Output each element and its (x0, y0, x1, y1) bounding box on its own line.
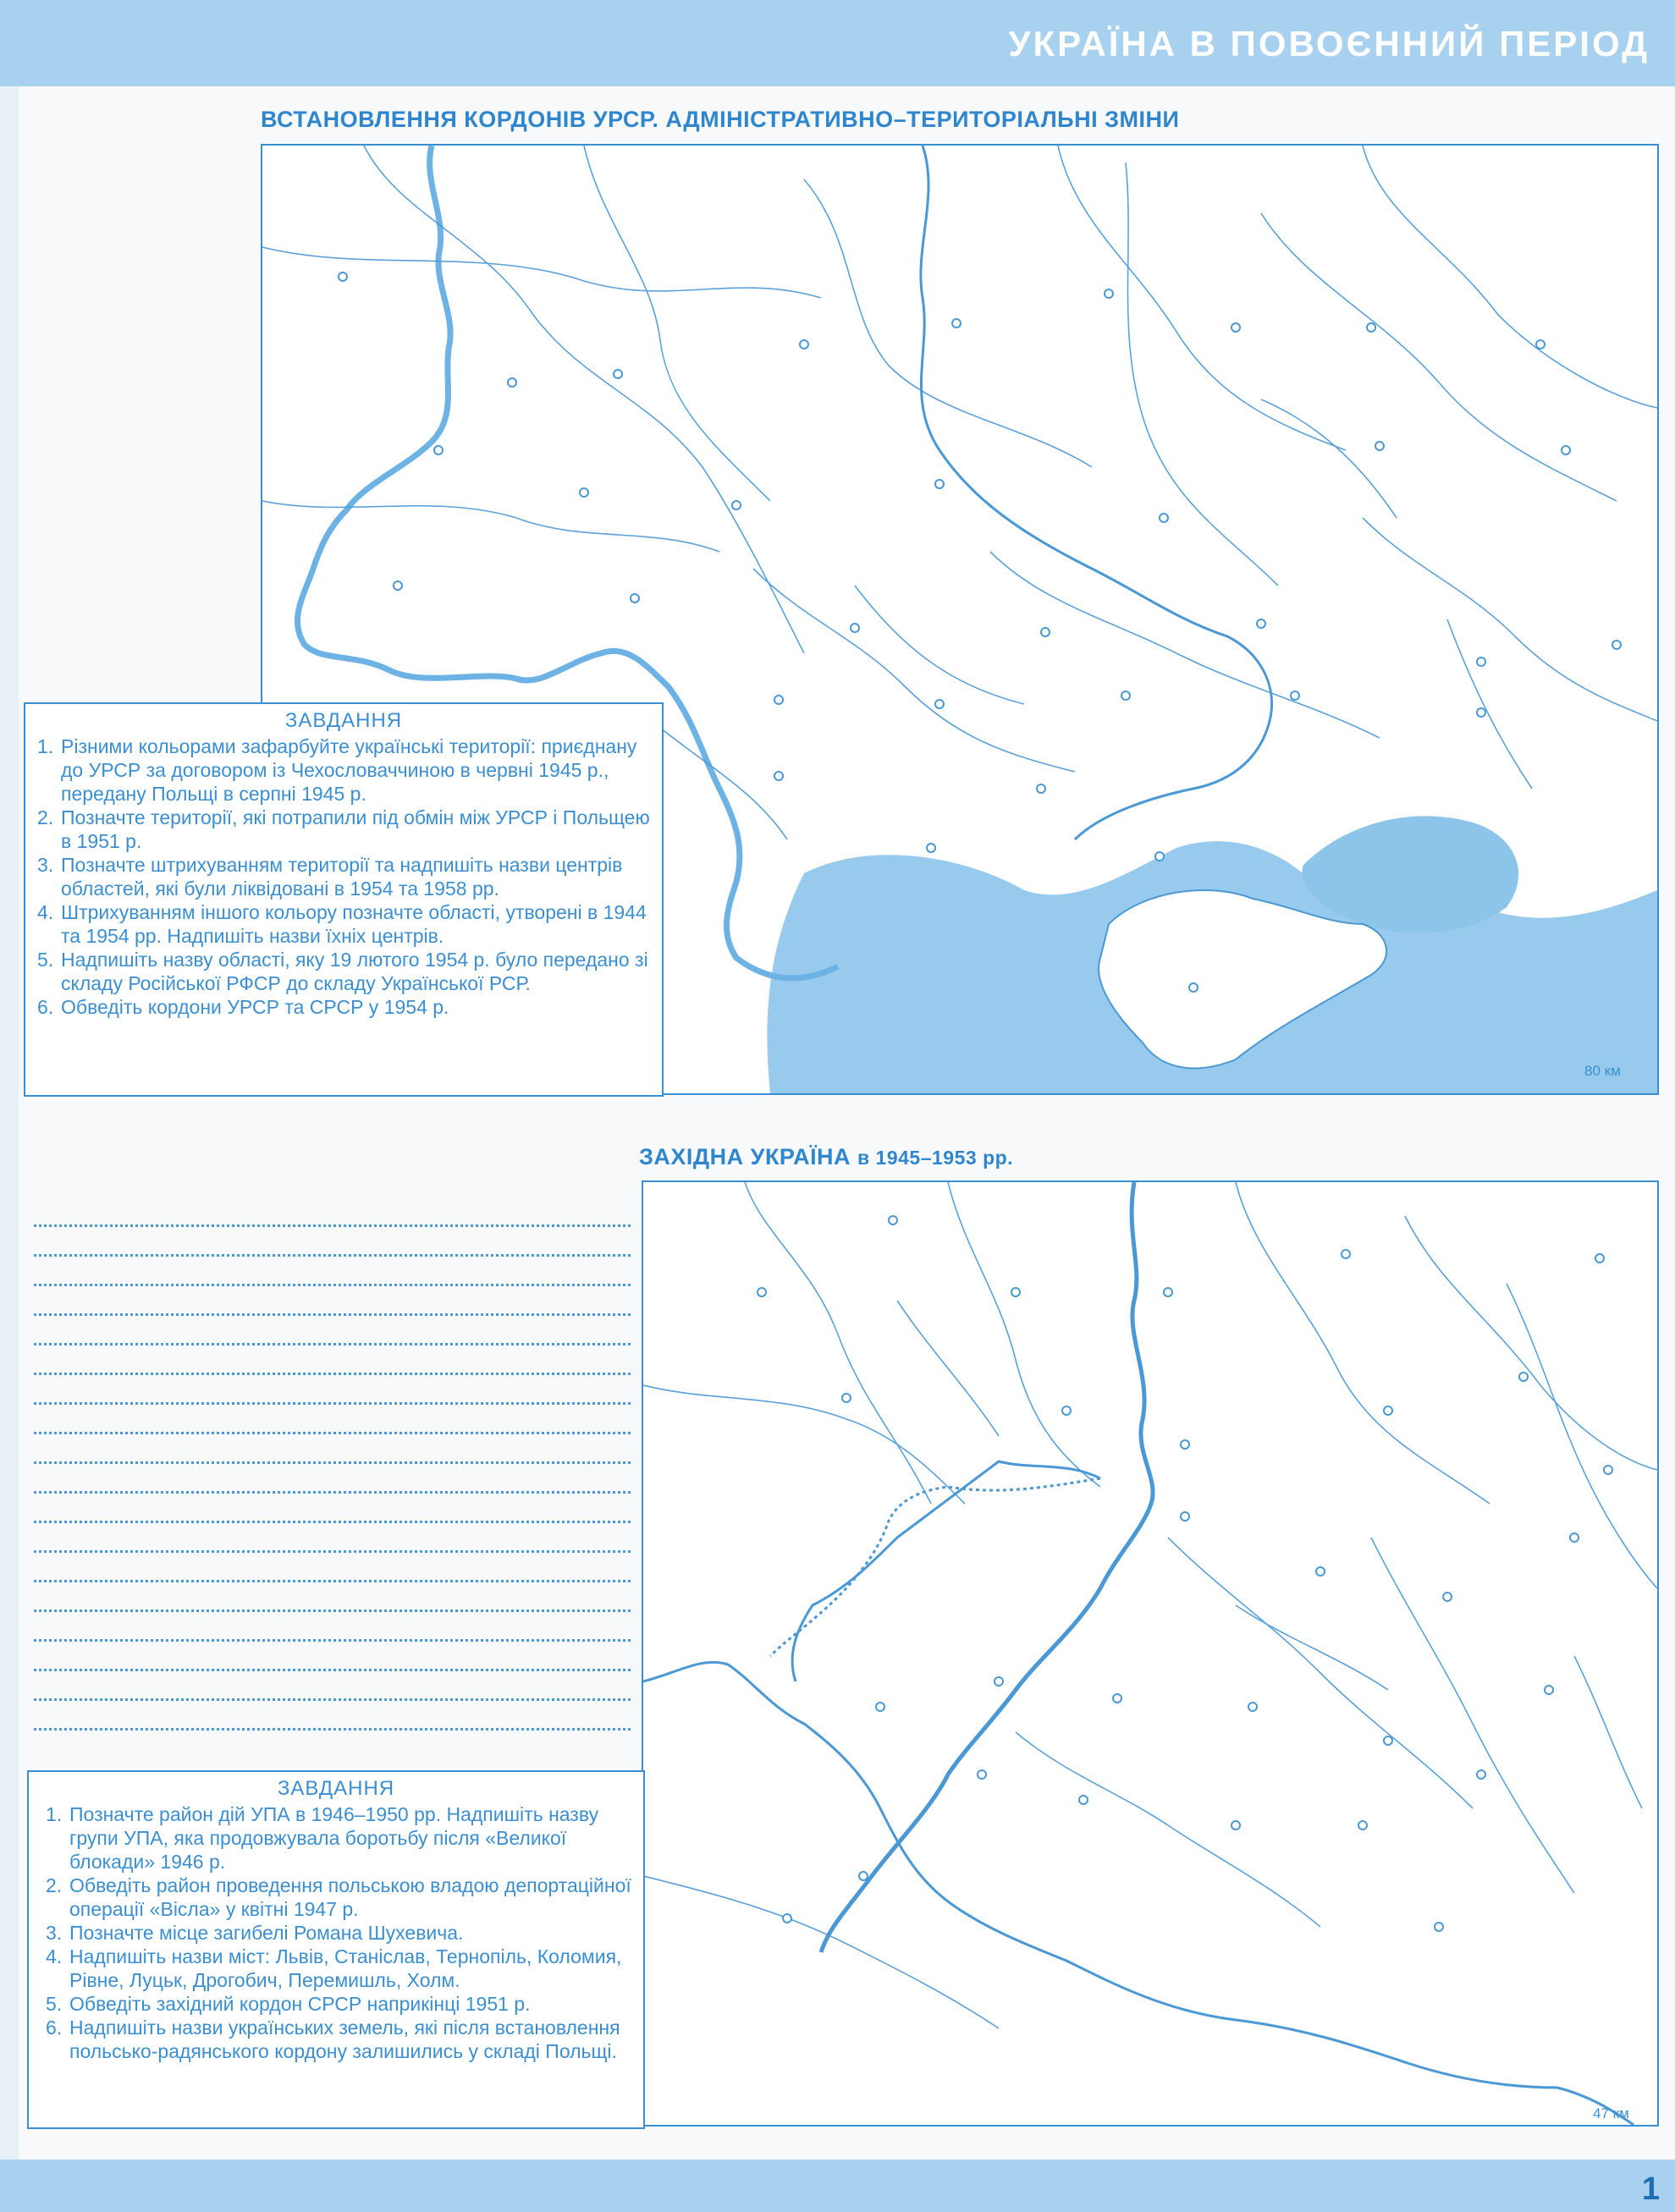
map2-task-heading: ЗАВДАННЯ (277, 1777, 395, 1800)
task-number: 4. (37, 901, 54, 923)
boundary-dotted (770, 1478, 1100, 1656)
answer-line[interactable] (34, 1494, 631, 1523)
map2-task-list (29, 1802, 643, 2063)
answer-line[interactable] (34, 1257, 631, 1286)
task-text: Позначте місце загибелі Романа Шухевича. (69, 1922, 464, 1944)
footer-bar (0, 2160, 1675, 2212)
southern-border (643, 1662, 1634, 2125)
task-text: Позначте район дій УПА в 1946–1950 рр. Надпишіть назву групи УПА, яка продовжувала боротьбу після «Великої блокади» 1946 р. (69, 1803, 599, 1873)
map2-task-item (46, 2016, 635, 2063)
map2-task-item (46, 1802, 635, 1874)
page-header-title: УКРАЇНА В ПОВОЄННИЙ ПЕРІОД (1008, 24, 1650, 63)
task-number: 3. (46, 1922, 63, 1944)
answer-line[interactable] (34, 1553, 631, 1582)
task-number: 2. (46, 1874, 63, 1896)
answer-lines (34, 1197, 631, 1731)
answer-line[interactable] (34, 1464, 631, 1494)
map1-task-item (37, 948, 653, 995)
task-number: 5. (46, 1993, 63, 2015)
map2-contour-map (643, 1182, 1657, 2125)
map1-title: ВСТАНОВЛЕННЯ КОРДОНІВ УРСР. АДМІНІСТРАТИВНО–ТЕРИТОРІАЛЬНІ ЗМІНИ (261, 107, 1180, 132)
task-number: 2. (37, 806, 54, 828)
task-text: Обведіть район проведення польською владою депортаційної операції «Вісла» у квітні 1947 р. (69, 1874, 631, 1920)
map1-task-box (24, 702, 664, 1097)
map1-task-list (25, 735, 662, 1019)
map1-scale-label: 80 км (1584, 1063, 1621, 1079)
task-text: Надпишіть назви міст: Львів, Станіслав, Тернопіль, Коломия, Рівне, Луцьк, Дрогобич, Перемишль, Холм. (69, 1945, 622, 1991)
map2-title-main: ЗАХІДНА УКРАЇНА (639, 1144, 851, 1169)
page-number: 1 (1641, 2171, 1660, 2207)
answer-line[interactable] (34, 1345, 631, 1375)
map2-title-rest: в 1945–1953 рр. (857, 1147, 1014, 1169)
map1-task-item (37, 735, 653, 806)
task-number: 5. (37, 949, 54, 971)
map2-task-box (27, 1770, 645, 2129)
ussr-western-border (821, 1182, 1153, 1952)
map2-task-item (46, 1921, 635, 1945)
left-margin-strip (0, 86, 19, 2160)
task-text: Різними кольорами зафарбуйте українські території: приєднану до УРСР за договором із Чехословаччиною в червні 1945 р., передану Польщі в серпні 1945 р. (61, 735, 637, 805)
task-number: 1. (46, 1803, 63, 1825)
task-number: 6. (46, 2017, 63, 2039)
answer-line[interactable] (34, 1405, 631, 1434)
answer-line[interactable] (34, 1701, 631, 1731)
map2-frame (642, 1180, 1659, 2127)
task-text: Надпишіть назву області, яку 19 лютого 1954 р. було передано зі складу Російської РФСР до складу Української РСР. (61, 949, 648, 994)
map1-task-item (37, 853, 653, 900)
dnipro-river (921, 146, 1272, 839)
map2-task-item (46, 1945, 635, 1992)
task-number: 1. (37, 735, 54, 757)
task-text: Штрихуванням іншого кольору позначте області, утворені в 1944 та 1954 рр. Надпишіть назви їхніх центрів. (61, 901, 647, 947)
answer-line[interactable] (34, 1227, 631, 1257)
answer-line[interactable] (34, 1642, 631, 1671)
answer-line[interactable] (34, 1197, 631, 1227)
map2-scale-bar (1593, 2105, 1629, 2122)
answer-line[interactable] (34, 1582, 631, 1612)
answer-line[interactable] (34, 1523, 631, 1553)
map1-task-item (37, 806, 653, 853)
answer-line[interactable] (34, 1434, 631, 1464)
map1-scale-bar (1584, 1063, 1621, 1080)
answer-line[interactable] (34, 1671, 631, 1701)
task-text: Позначте території, які потрапили під обмін між УРСР і Польщею в 1951 р. (61, 806, 650, 852)
map2-task-item (46, 1992, 635, 2016)
answer-line[interactable] (34, 1375, 631, 1405)
task-text: Обведіть західний кордон СРСР наприкінці 1951 р. (69, 1993, 531, 2015)
map1-task-item (37, 900, 653, 948)
map1-task-heading: ЗАВДАННЯ (284, 709, 403, 732)
task-text: Позначте штрихуванням території та надпишіть назви центрів областей, які були ліквідовані в 1954 та 1958 рр. (61, 854, 623, 900)
map2-scale-label: 47 км (1593, 2105, 1629, 2121)
map2-task-item (46, 1874, 635, 1921)
task-text: Обведіть кордони УРСР та СРСР у 1954 р. (61, 996, 449, 1018)
answer-line[interactable] (34, 1286, 631, 1316)
map2-title (639, 1144, 1013, 1170)
answer-line[interactable] (34, 1612, 631, 1642)
task-number: 4. (46, 1945, 63, 1967)
task-number: 3. (37, 854, 54, 876)
towns (758, 1216, 1612, 1931)
task-text: Надпишіть назви українських земель, які після встановлення польсько-радянського кордону залишились у складі Польщі. (69, 2017, 620, 2062)
map1-task-item (37, 995, 653, 1019)
task-number: 6. (37, 996, 54, 1018)
answer-line[interactable] (34, 1316, 631, 1345)
